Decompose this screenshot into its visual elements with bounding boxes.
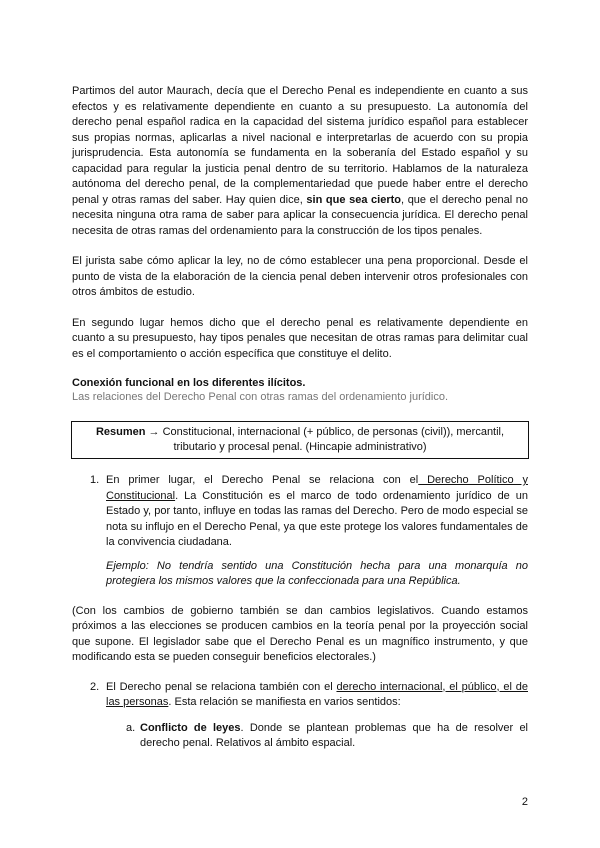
summary-box [71,421,529,459]
list-item-1 [72,473,528,590]
list-number: 2. [90,680,100,693]
list-item-text [106,680,528,711]
list-text: . Esta relación se manifiesta en varios sentidos: [168,696,401,708]
list-text: En primer lugar, el Derecho Penal se relaciona con el [106,474,419,486]
paragraph-text: , que el derecho penal no necesita ninguna otra rama de saber para aplicar la consecuencia jurídica. El derecho penal necesita de otras ramas del ordenamiento para la construcción de los tipos penales. [72,193,528,237]
paragraph-segundo-lugar: En segundo lugar hemos dicho que el derecho penal es relativamente dependiente en cuanto a su presupuesto, hay tipos penales que necesitan de otras ramas para delimitar cual es el comportamiento o acción específica que constituye el delito. [72,316,528,360]
summary-label: Resumen [95,426,146,438]
example-text: Ejemplo: No tendría sentido una Constitución hecha para una monarquía no protegiera los mismos valores que la confeccionada para una República. [106,559,528,587]
arrow-icon: → [145,426,163,438]
bold-phrase: sin que sea cierto [306,193,402,206]
summary-text: Constitucional, internacional (+ público, de personas (civil)), mercantil, tributario y procesal penal. (Hincapie administrativo) [162,426,505,453]
section-subtitle: Las relaciones del Derecho Penal con otras ramas del ordenamiento jurídico. [72,391,449,403]
list-item-2 [72,680,528,711]
section-title: Conexión funcional en los diferentes ilícitos. [72,377,306,389]
sub-list-item-a [72,721,528,752]
underlined-term: Derecho Político y Constitucional [106,474,528,502]
sub-list-letter: a. [126,721,136,734]
list-item-text [106,473,528,551]
list-text: . Donde se plantean problemas que ha de resolver el derecho penal. Relativos al ámbito espacial. [140,721,529,749]
bold-term: Conflicto de leyes [140,721,241,734]
paragraph-note: (Con los cambios de gobierno también se dan cambios legislativos. Cuando estamos próximos a las elecciones se producen cambios en la teoría penal por la proyección social que supone. El legislador sabe que el Derecho Penal es un magnífico instrumento, y que modificando esta se pueden conseguir beneficios electorales.) [72,604,528,663]
paragraph-jurista: El jurista sabe cómo aplicar la ley, no de cómo establecer una pena proporcional. Desde el punto de vista de la elaboración de la ciencia penal deben intervenir otros profesionales con otros ámbitos de estudio. [72,255,528,298]
list-text: El Derecho penal se relaciona también con el [106,680,337,693]
list-number: 1. [90,474,100,486]
paragraph-maurach [72,84,528,239]
list-text: . La Constitución es el marco de todo ordenamiento jurídico de un Estado y, por tanto, influye en todas las ramas del Derecho. Pero de modo especial se nota su influjo en el Derecho Penal, ya que este protege los valores fundamentales de la convivencia ciudadana. [106,489,528,548]
paragraph-text: Partimos del autor Maurach, decía que el Derecho Penal es independiente en cuanto a sus efectos y es relativamente dependiente en cuanto a su presupuesto. La autonomía del derecho penal español radica en la capacidad del sistema jurídico español para establecer sus propias normas, aplicarlas a nivel nacional e interpretarlas de acuerdo con su propia jurisprudencia. Esta autonomía se fundamenta en la soberanía del Estado español y su capacidad para regular la justicia penal dentro de su territorio. Hablamos de la naturaleza autónoma del derecho penal, de la complementariedad que puede haber entre el derecho penal y otras ramas del saber. Hay quien dice, [72,85,528,206]
document-page [72,84,528,752]
page-number: 2 [521,796,528,808]
sub-list-text [140,721,528,752]
underlined-term: derecho internacional, el público, el de las personas [106,680,528,708]
